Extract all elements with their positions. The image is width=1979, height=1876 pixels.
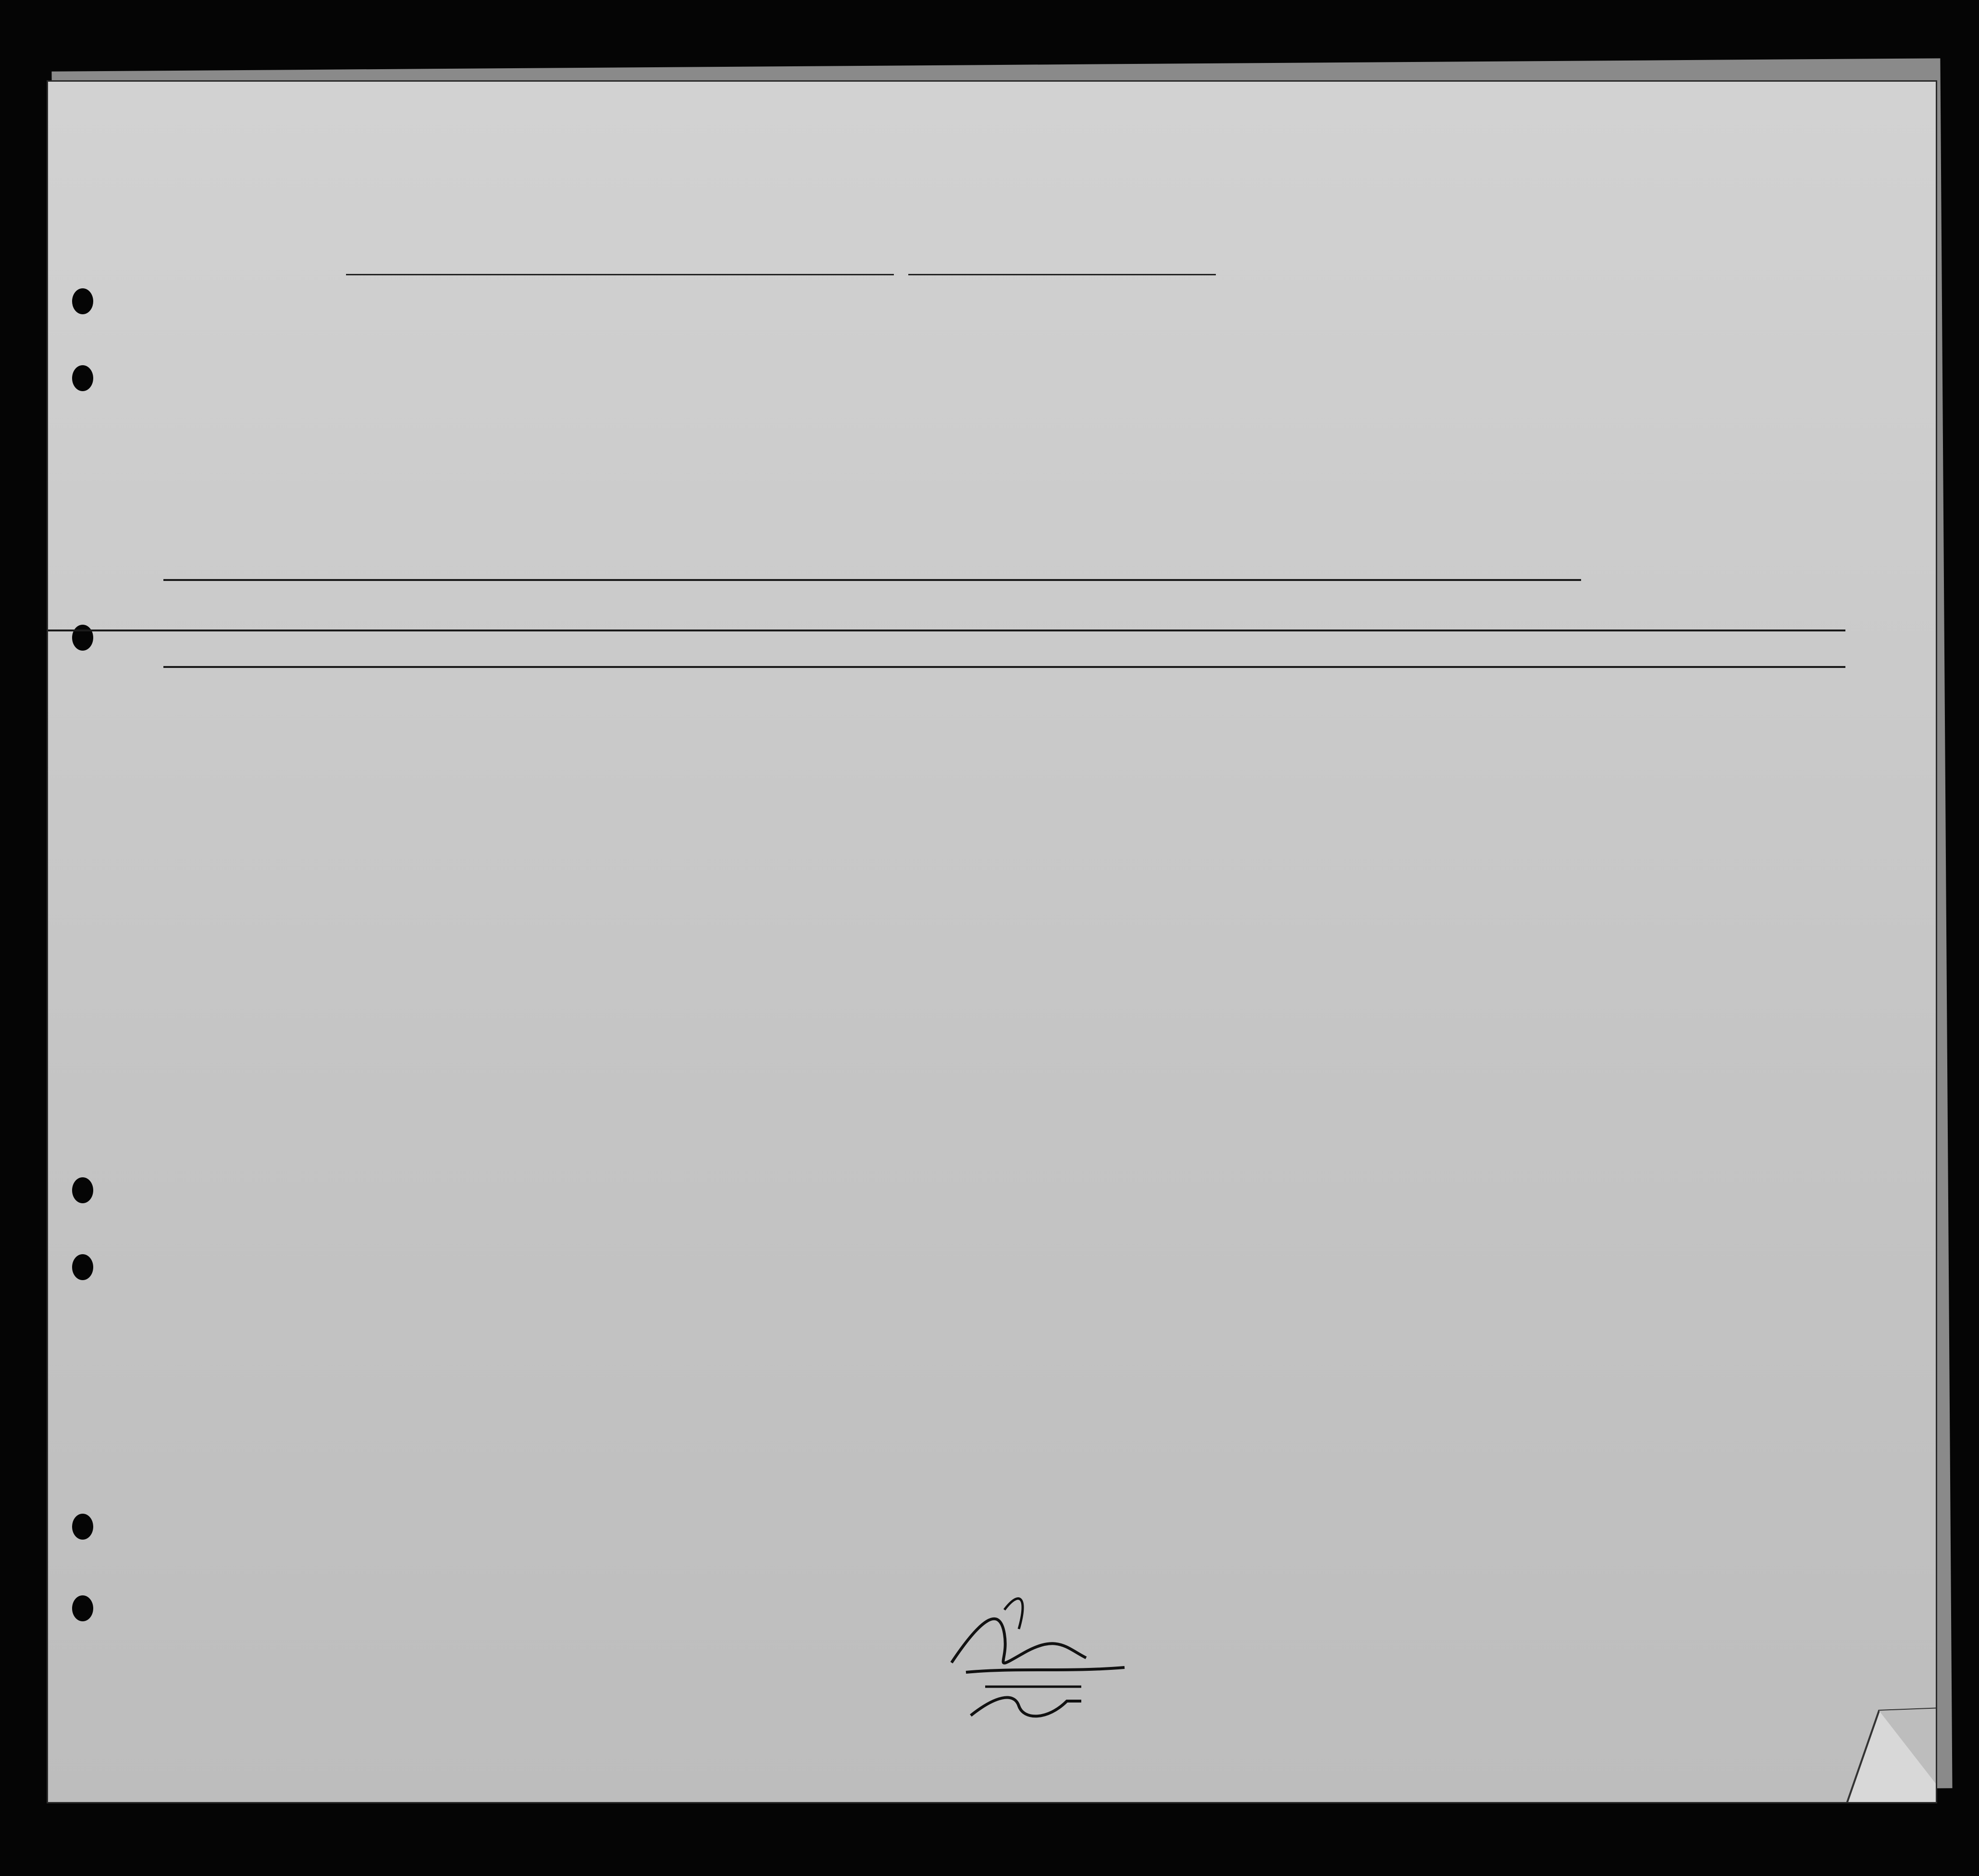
purser-signature: [923, 1576, 1192, 1735]
strike-line: [48, 629, 1845, 631]
page-curl: [1821, 1701, 1936, 1802]
manifest-sheet: [48, 82, 1936, 1802]
header-q29: [1433, 332, 1467, 490]
header-prison: [1306, 332, 1327, 490]
strike-line: [163, 666, 1845, 668]
manifest-grid: [48, 82, 1936, 1802]
header-passage-paid: [615, 351, 697, 355]
header-q30: [1488, 332, 1505, 490]
header-q28: [1387, 332, 1421, 490]
strike-line: [163, 579, 1581, 581]
